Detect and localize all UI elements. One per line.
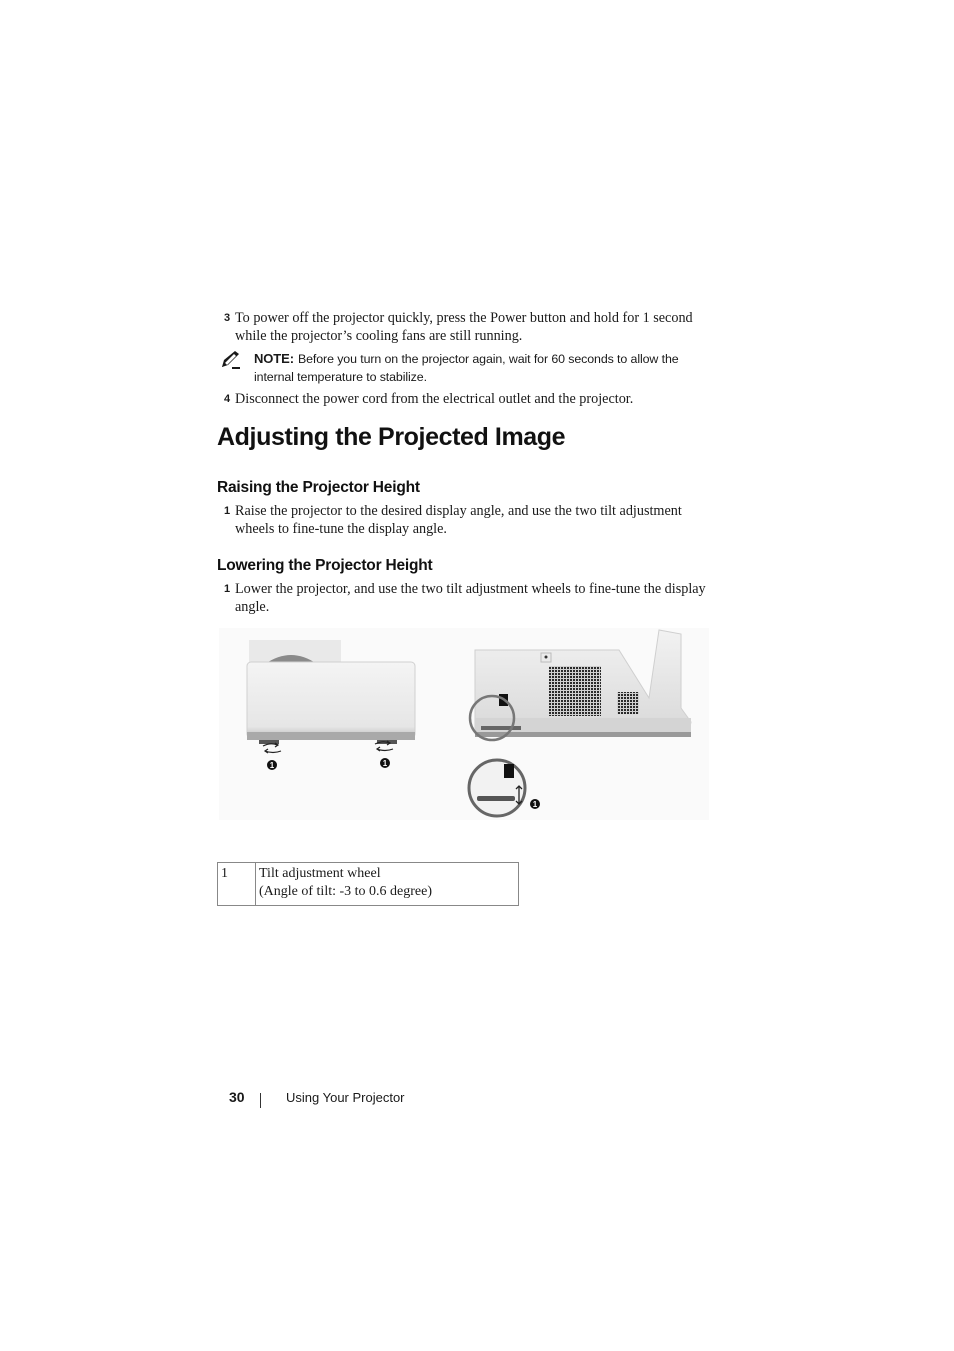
svg-text:1: 1 [382, 759, 388, 768]
callout-1 [380, 758, 390, 768]
note-label: NOTE: [254, 351, 294, 366]
legend-table [217, 862, 519, 906]
step-number: 4 [224, 393, 231, 405]
footer-divider [260, 1093, 261, 1108]
tilt-wheel-detail [469, 760, 525, 816]
note-text: Before you turn on the projector again, wait for 60 seconds to allow the internal temperature to stabilize. [254, 352, 679, 384]
callout-1 [530, 799, 540, 809]
step-number: 1 [224, 505, 231, 517]
pencil-note-icon [220, 349, 242, 371]
page-number: 30 [229, 1089, 245, 1105]
step-number: 3 [224, 312, 231, 324]
table-row [218, 863, 519, 906]
step-3 [224, 309, 714, 345]
raising-heading: Raising the Projector Height [217, 479, 420, 496]
step-text: Disconnect the power cord from the electrical outlet and the projector. [235, 391, 634, 407]
lowering-step-1 [224, 580, 714, 616]
projector-tilt-figure [219, 628, 709, 820]
section-title: Adjusting the Projected Image [217, 423, 566, 451]
note-body [254, 350, 714, 386]
legend-line-1: Tilt adjustment wheel [259, 866, 381, 881]
step-text: Raise the projector to the desired display angle, and use the two tilt adjustment wheels to fine-tune the display angle. [235, 503, 682, 537]
callout-1 [267, 760, 277, 770]
legend-description [256, 863, 519, 906]
svg-text:1: 1 [269, 761, 275, 770]
lowering-heading: Lowering the Projector Height [217, 557, 433, 574]
step-text: To power off the projector quickly, press the Power button and hold for 1 second while the projector’s cooling fans are still running. [235, 310, 693, 344]
svg-text:1: 1 [532, 800, 538, 809]
legend-line-2: (Angle of tilt: -3 to 0.6 degree) [259, 884, 433, 899]
step-4 [224, 390, 714, 408]
raising-step-1 [224, 502, 714, 538]
step-number: 1 [224, 583, 231, 595]
step-text: Lower the projector, and use the two tilt adjustment wheels to fine-tune the display angle. [235, 581, 706, 615]
legend-number: 1 [218, 863, 256, 906]
footer-section: Using Your Projector [286, 1090, 405, 1105]
